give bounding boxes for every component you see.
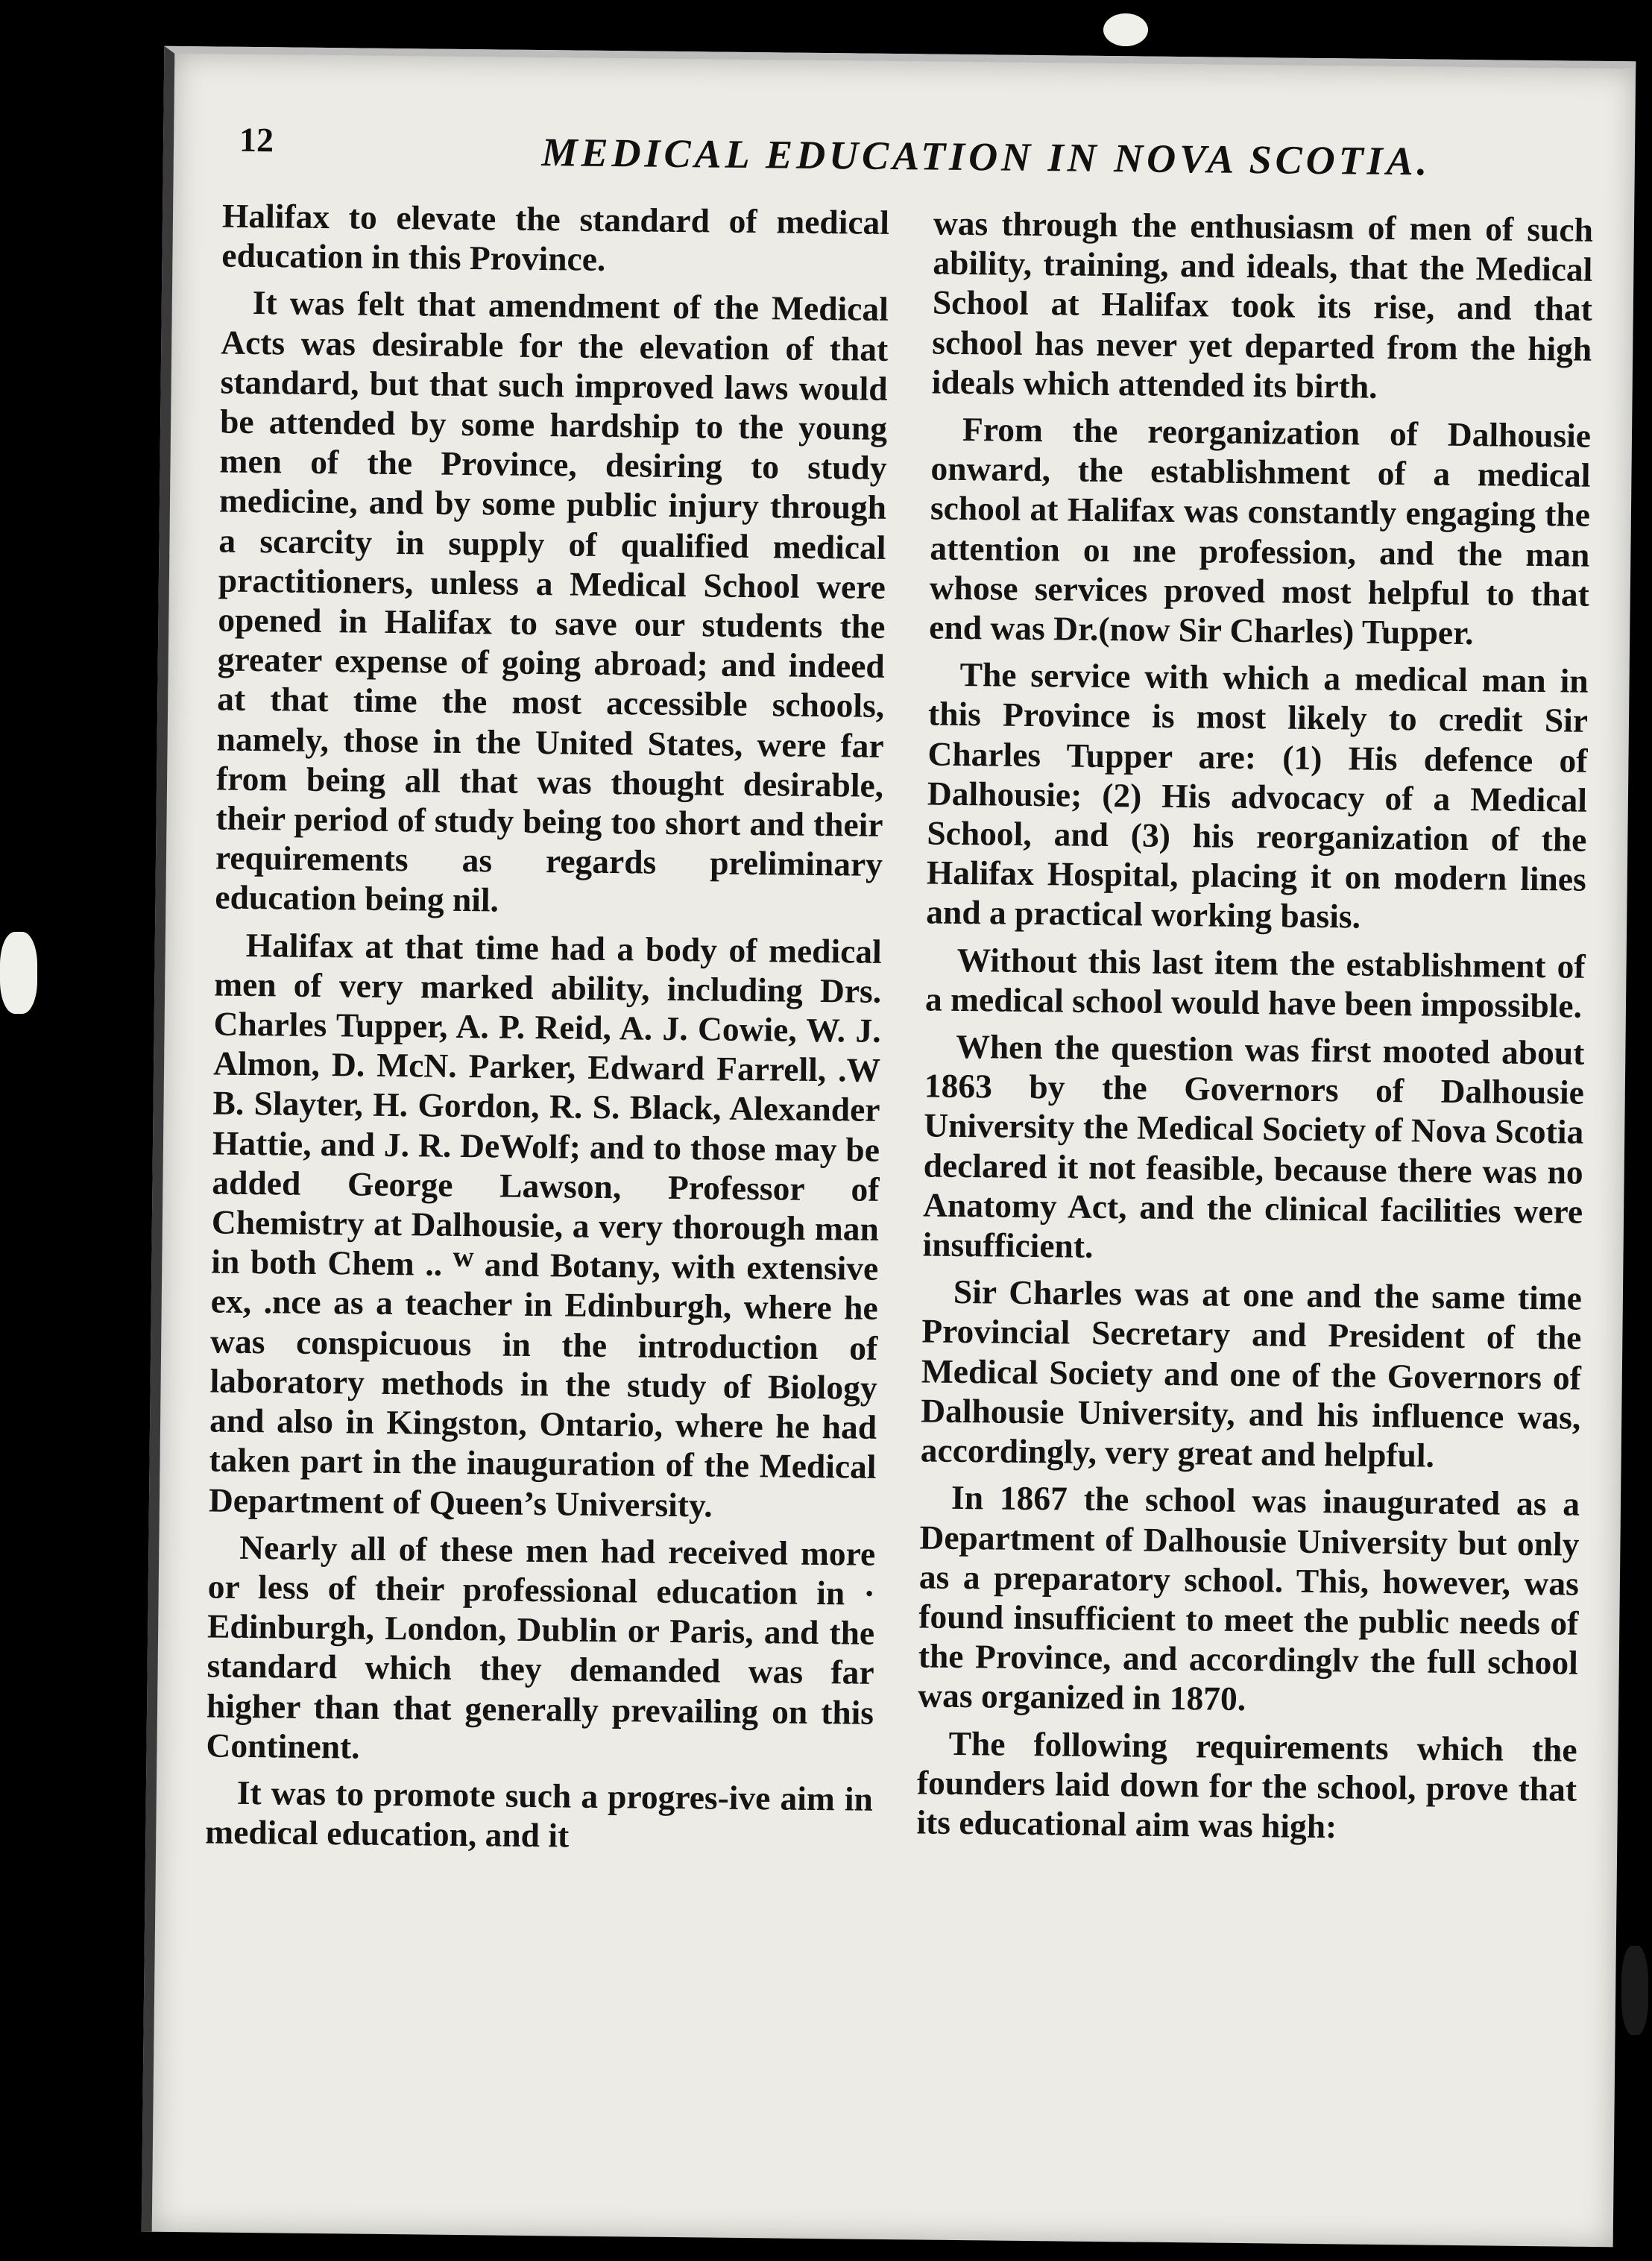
paragraph: It was to promote such a progres-ive aim in medical education, and it — [205, 1773, 874, 1855]
paragraph: In 1867 the school was inaugurated as a Department of Dalhousie University but only as a preparatory school. This, however, was found insufficient to meet the public needs of the Province, and accordinglv the full school was organized in 1870. — [918, 1478, 1580, 1718]
paragraph: Without this last item the establishment of a medical school would have been impossible. — [924, 940, 1586, 1025]
scan-artifact — [1103, 13, 1148, 46]
right-column — [916, 204, 1593, 1856]
paragraph: The following requirements which the founders laid down for the school, prove that its educational aim was high: — [916, 1724, 1577, 1846]
paragraph: Sir Charles was at one and the same time Provincial Secretary and President of the Medical Society and one of the Governors of Dalhousie University, and his influence was, accordingly, very great and helpful. — [920, 1273, 1583, 1475]
paragraph: Halifax to elevate the standard of medical education in this Province. — [221, 196, 890, 279]
paragraph: Halifax at that time had a body of medical men of very marked ability, including Drs. Charles Tupper, A. P. Reid, A. J. Cowie, W. J. Almon, D. McN. Parker, Edward Farrell, .W B. Slayter, H. Gordon, R. S. Black, Alexander Hattie, and J. R. DeWolf; and to those may be added George Lawson, Professor of Chemistry at Dalhousie, a very thorough man in both Chem .. ᵂ and Botany, with extensive ex, .nce as a teacher in Edinburgh, where he was conspicuous in the introduction of laboratory methods in the study of Biology and also in Kingston, Ontario, where he had taken part in the inauguration of the Medical Department of Queen’s University. — [208, 925, 883, 1524]
paragraph: Nearly all of these men had received more or less of their professional education in · Edinburgh, London, Dublin or Paris, and the standard which they demanded was far higher than that generally prevailing on this Continent. — [206, 1527, 876, 1766]
paragraph: It was felt that amendment of the Medical Acts was desirable for the elevation of that standard, but that such improved laws would be attended by some hardship to the young men of the Province, desiring to study medicine, and by some public injury through a scarcity in supply of qualified medical practitioners, unless a Medical School were opened in Halifax to save our students the greater expense of going abroad; and indeed at that time the most accessible schools, namely, those in the United States, were far from being all that was thought desirable, their period of study being too short and their requirements as regards preliminary education being nil. — [215, 283, 889, 919]
scan-artifact — [1621, 1946, 1648, 2035]
scan-artifact — [0, 932, 37, 1014]
paragraph: was through the enthusiasm of men of such ability, training, and ideals, that the Medical School at Halifax took its rise, and that school has never yet departed from the high ideals which attended its birth. — [931, 204, 1594, 406]
paragraph: From the reorganization of Dalhousie onward, the establishment of a medical school at Halifax was constantly engaging the attention oı ıne profession, and the man whose services proved most helpful to that end was Dr.(now Sir Charles) Tupper. — [929, 410, 1592, 652]
book-page — [142, 46, 1636, 2248]
paragraph: When the question was first mooted about 1863 by the Governors of Dalhousie University the Medical Society of Nova Scotia declared it not feasible, because there was no Anatomy Act, and the clinical facilities were insufficient. — [922, 1027, 1585, 1265]
page-number: 12 — [239, 120, 274, 160]
running-head: MEDICAL EDUCATION IN NOVA SCOTIA. — [541, 130, 1431, 184]
paragraph: The service with which a medical man in this Province is most likely to credit Sir Charles Tupper are: (1) His defence of Dalhousie; (2) His advocacy of a Medical School, and (3) his reorganization of the Halifax Hospital, placing it on modern lines and a practical working basis. — [926, 655, 1589, 936]
left-column — [205, 196, 889, 1867]
